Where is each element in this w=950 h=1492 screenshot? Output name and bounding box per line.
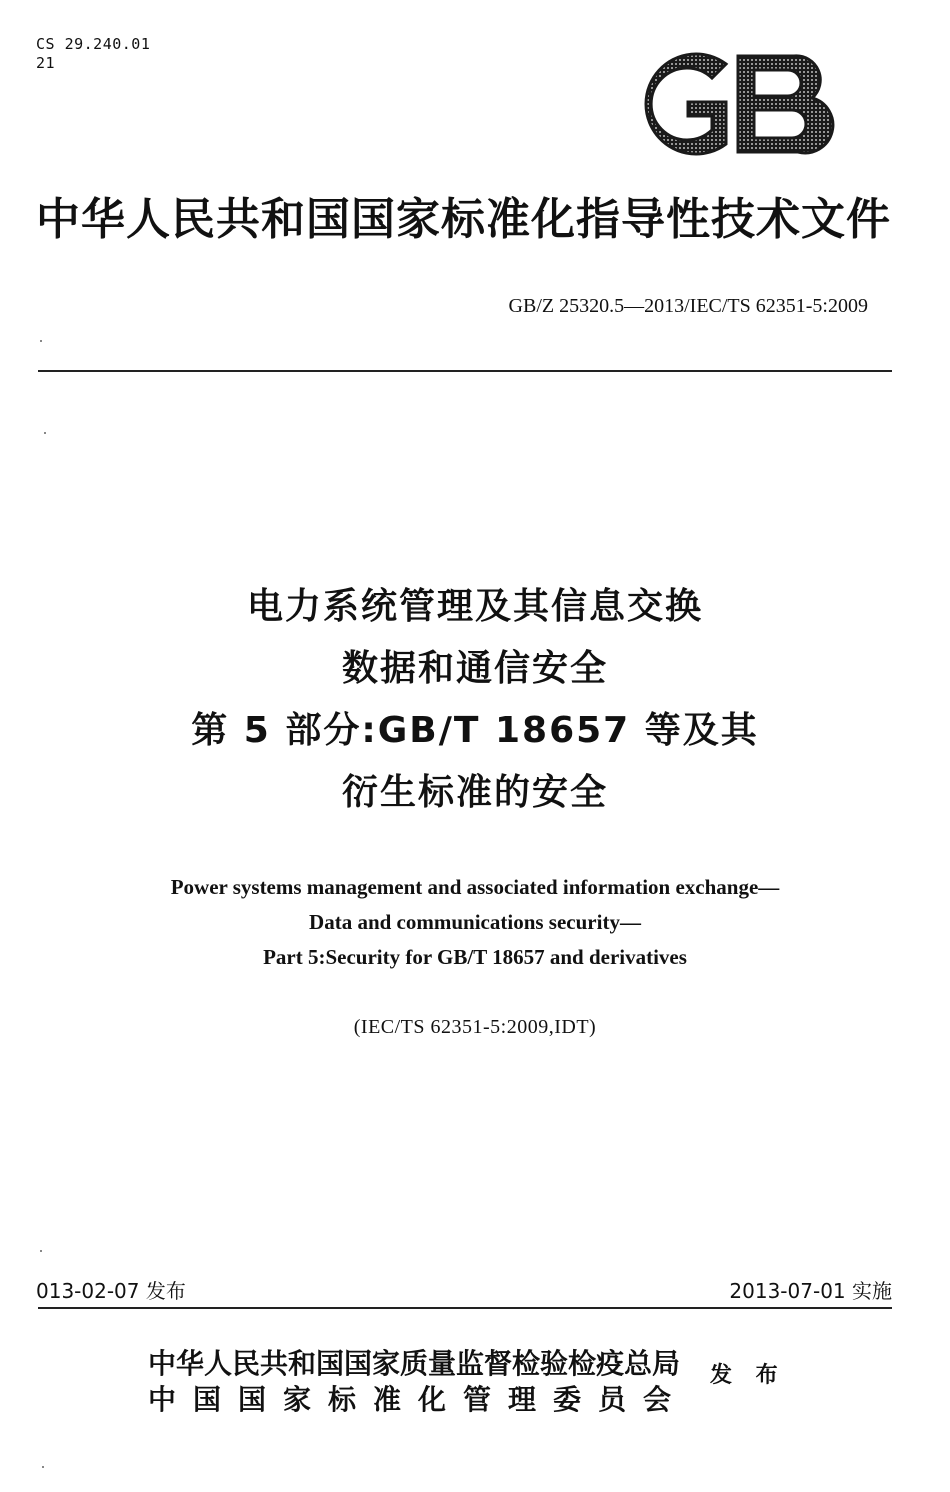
standard-number: GB/Z 25320.5—2013/IEC/TS 62351-5:2009 — [508, 295, 868, 317]
issuer-org-aqsiq: 中华人民共和国国家质量监督检验检疫总局 — [148, 1347, 681, 1380]
scan-speck — [42, 1466, 44, 1468]
classification-codes — [36, 35, 150, 73]
top-divider — [38, 370, 892, 372]
publish-label: 发 布 — [710, 1363, 786, 1388]
implementation-date: 2013-07-01 实施 — [729, 1279, 892, 1303]
english-title — [0, 870, 950, 975]
cn-title-line: 电力系统管理及其信息交换 — [246, 586, 703, 627]
cn-title-line: 第 5 部分:GB/T 18657 等及其 — [191, 710, 759, 751]
scan-speck — [40, 1250, 42, 1252]
en-title-line: Data and communications security— — [309, 910, 641, 934]
issuer-org-sac: 中国国家标准化管理委员会 — [148, 1383, 689, 1416]
chinese-title — [0, 576, 950, 824]
issue-date: 013-02-07 发布 — [36, 1279, 186, 1303]
cn-title-line: 数据和通信安全 — [341, 648, 608, 689]
gb-logo — [626, 50, 838, 158]
en-title-line: Part 5:Security for GB/T 18657 and derivatives — [263, 945, 687, 969]
bottom-divider — [38, 1307, 892, 1309]
ccs-code: 21 — [36, 54, 56, 72]
issuing-bodies — [148, 1346, 688, 1418]
cn-title-line: 衍生标准的安全 — [341, 772, 608, 813]
scan-speck — [44, 432, 46, 434]
scan-speck — [40, 340, 42, 342]
document-type-heading: 中华人民共和国国家标准化指导性技术文件 — [36, 194, 891, 245]
en-title-line: Power systems management and associated information exchange— — [170, 875, 780, 899]
equivalence-statement: (IEC/TS 62351-5:2009,IDT) — [353, 1016, 597, 1038]
ics-code: CS 29.240.01 — [36, 35, 151, 53]
